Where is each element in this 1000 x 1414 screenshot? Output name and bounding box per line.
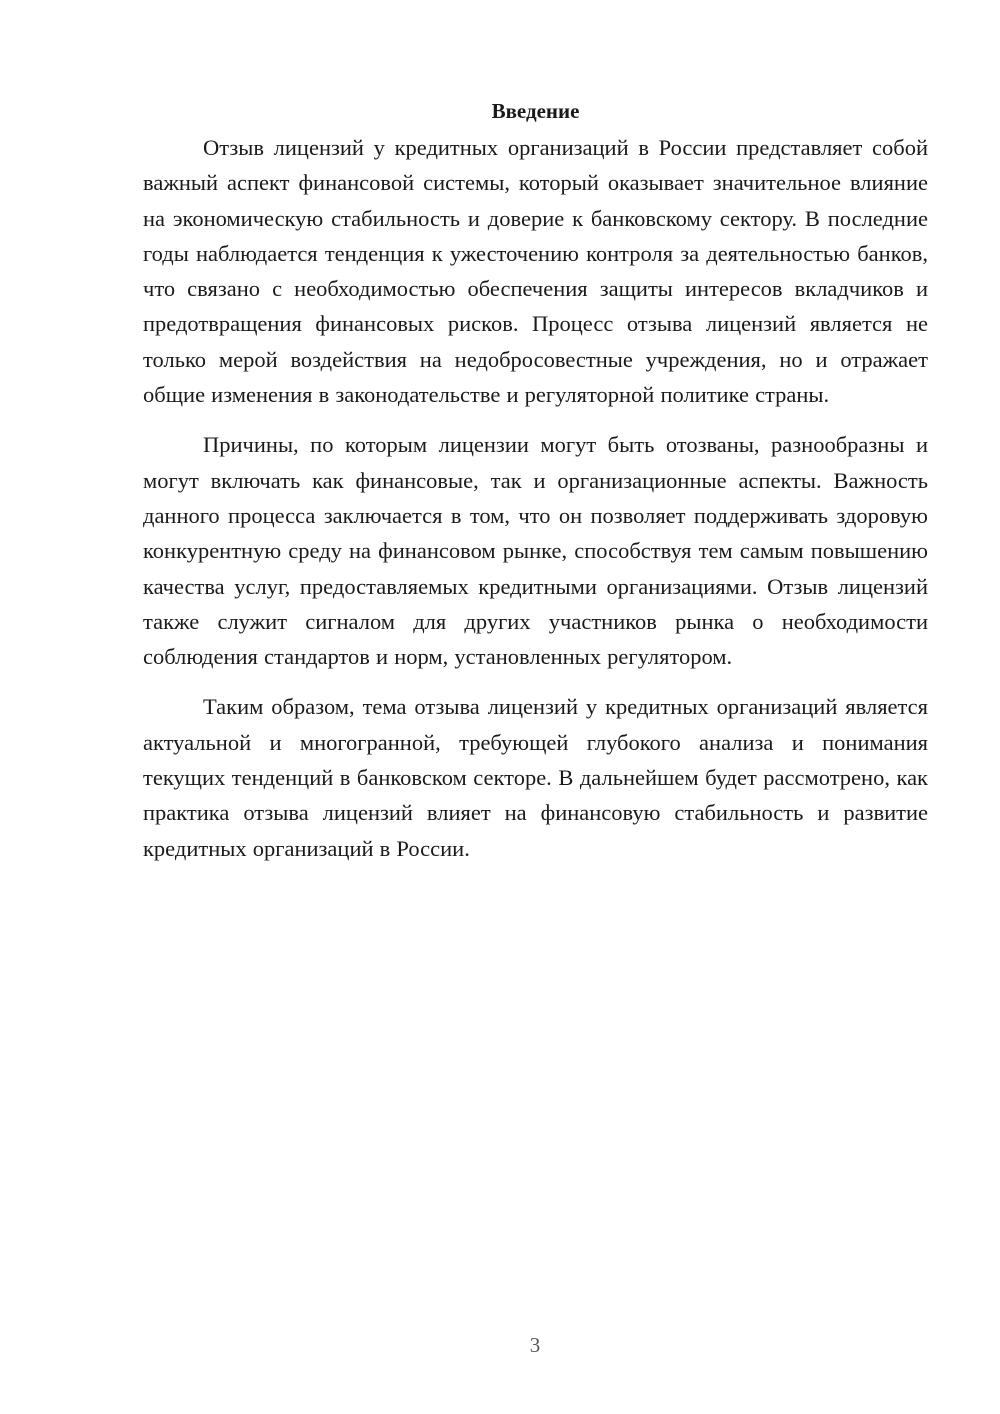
page-number: 3 bbox=[529, 1333, 541, 1357]
paragraph-1: Отзыв лицензий у кредитных организаций в России представляет собой важный аспект финансовой системы, который оказывает значительное влияние на экономическую стабильность и доверие к банковскому сектору. В последние годы наблюдается тенденция к ужесточению контроля за деятельностью банков, что связано с необходимостью обеспечения защиты интересов вкладчиков и предотвращения финансовых рисков. Процесс отзыва лицензий является не только мерой воздействия на недобросовестные учреждения, но и отражает общие изменения в законодательстве и регуляторной политике страны. bbox=[143, 135, 928, 408]
section-title: Введение bbox=[491, 99, 580, 123]
paragraph-3: Таким образом, тема отзыва лицензий у кредитных организаций является актуальной и многогранной, требующей глубокого анализа и понимания текущих тенденций в банковском секторе. В дальнейшем будет рассмотрено, как практика отзыва лицензий влияет на финансовую стабильность и развитие кредитных организаций в России. bbox=[143, 694, 928, 861]
page-content bbox=[143, 96, 928, 881]
paragraph-2: Причины, по которым лицензии могут быть отозваны, разнообразны и могут включать как финансовые, так и организационные аспекты. Важность данного процесса заключается в том, что он позволяет поддерживать здоровую конкурентную среду на финансовом рынке, способствуя тем самым повышению качества услуг, предоставляемых кредитными организациями. Отзыв лицензий также служит сигналом для других участников рынка о необходимости соблюдения стандартов и норм, установленных регулятором. bbox=[143, 432, 928, 670]
